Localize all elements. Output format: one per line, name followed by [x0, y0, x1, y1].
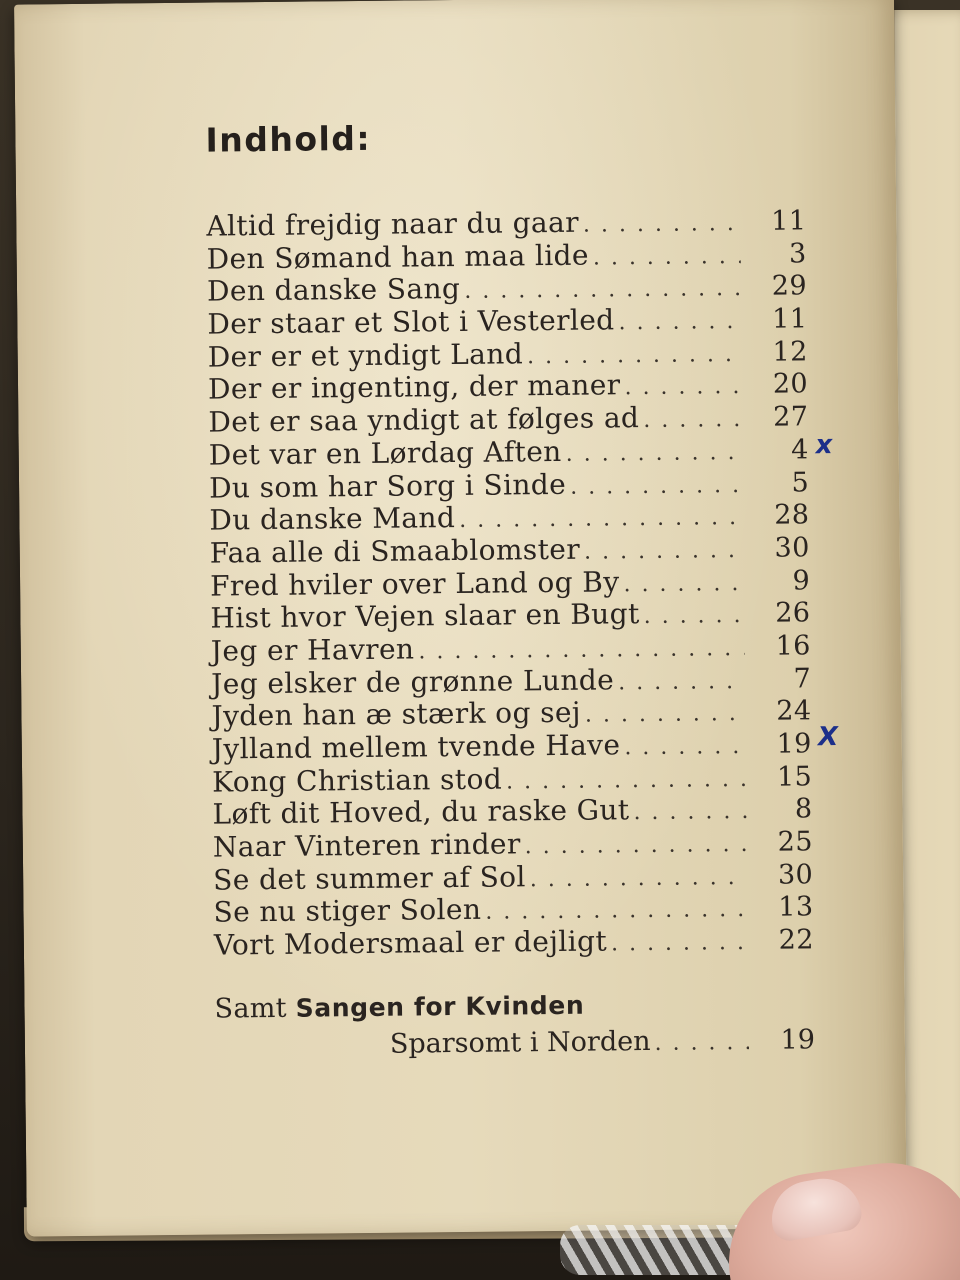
entry-page: 5	[791, 466, 810, 498]
entry-title: Det var en Lørdag Aften	[208, 434, 562, 472]
toc-entry	[208, 429, 836, 472]
entry-page: 29	[771, 270, 808, 303]
entry-title: Der staar et Slot i Vesterled	[207, 303, 615, 341]
entry-page: 28	[774, 499, 810, 531]
entry-page: 24	[776, 695, 812, 727]
entry-page: 13	[778, 891, 814, 924]
extra-entry-title: Sparsomt i Norden	[389, 1025, 651, 1060]
entry-page: 16	[775, 630, 811, 662]
entry-page: 3	[788, 238, 807, 270]
dot-leader	[643, 407, 742, 433]
extra-entry-page: 19	[780, 1024, 816, 1056]
extra-prefix: Samt	[214, 992, 287, 1025]
dot-leader	[618, 309, 741, 335]
dot-leader	[624, 374, 742, 400]
entry-title: Se det summer af Sol	[213, 860, 526, 897]
entry-page: 11	[770, 205, 807, 237]
entry-page: 30	[777, 859, 814, 891]
dot-leader	[624, 734, 746, 760]
entry-page: 22	[778, 924, 815, 956]
dot-leader	[459, 505, 743, 533]
entry-page: 20	[772, 368, 809, 401]
entry-page: 15	[776, 760, 813, 793]
toc-entry	[211, 721, 841, 766]
entry-page: 27	[773, 401, 809, 433]
pen-x-mark: x	[813, 429, 836, 461]
dot-leader	[585, 701, 746, 728]
entry-page: 26	[775, 597, 811, 629]
entry-title: Faa alle di Smaablomster	[209, 532, 581, 570]
extra-entry	[215, 1024, 815, 1061]
table-of-contents	[205, 114, 841, 1061]
entry-title: Fred hviler over Land og By	[209, 564, 620, 603]
entry-title: Jeg er Havren	[210, 632, 415, 668]
dot-leader	[618, 669, 745, 695]
entry-title: Det er saa yndigt at følges ad	[208, 401, 640, 439]
entry-page: 30	[774, 532, 810, 564]
dot-leader	[418, 636, 745, 664]
toc-entry	[214, 922, 814, 961]
entry-title: Løft dit Hoved, du raske Gut	[212, 793, 630, 831]
dot-leader	[644, 603, 745, 629]
entry-page: 25	[777, 826, 813, 858]
pen-x-mark: X	[814, 721, 841, 753]
toc-list	[206, 203, 841, 962]
extra-bold-title: Sangen for Kvinden	[295, 990, 585, 1023]
entry-page: 9	[792, 564, 811, 597]
entry-title: Vort Modersmaal er dejligt	[213, 924, 608, 962]
dot-leader	[570, 472, 743, 499]
entry-title: Den Sømand han maa lide	[206, 238, 590, 276]
entry-title: Jeg elsker de grønne Lunde	[210, 662, 615, 701]
booklet-page	[14, 0, 907, 1237]
toc-heading: Indhold:	[205, 118, 372, 160]
entry-title: Du som har Sorg i Sinde	[208, 467, 567, 505]
entry-page: 8	[794, 793, 813, 825]
dot-leader	[611, 930, 748, 956]
dot-leader	[464, 276, 741, 304]
entry-title: Den danske Sang	[206, 272, 461, 308]
entry-page: 12	[772, 336, 808, 368]
entry-title: Der er et yndigt Land	[207, 337, 524, 374]
entry-title: Altid frejdig naar du gaar	[206, 205, 580, 243]
entry-title: Hist hvor Vejen slaar en Bugt	[210, 597, 640, 635]
entry-page: 7	[793, 662, 812, 695]
extra-heading	[214, 987, 814, 1024]
entry-title: Jyden han æ stærk og sej	[211, 696, 582, 733]
dot-leader	[583, 211, 741, 238]
extra-song-section	[214, 987, 815, 1061]
entry-title: Der er ingenting, der maner	[207, 368, 621, 407]
entry-title: Se nu stiger Solen	[213, 893, 482, 930]
entry-title: Kong Christian stod	[212, 762, 503, 799]
dot-leader	[530, 865, 748, 892]
entry-title: Naar Vinteren rinder	[212, 827, 521, 864]
entry-page: 4	[790, 434, 809, 466]
entry-title: Jylland mellem tvende Have	[211, 728, 621, 766]
dot-leader	[633, 799, 746, 825]
dot-leader	[593, 244, 741, 271]
dot-leader	[623, 571, 744, 597]
entry-page: 11	[772, 303, 808, 335]
dot-leader	[527, 342, 742, 369]
dot-leader	[654, 1030, 749, 1056]
dot-leader	[506, 767, 746, 795]
dot-leader	[566, 440, 743, 467]
entry-page: 19	[776, 728, 812, 760]
dot-leader	[525, 832, 747, 859]
entry-title: Du danske Mand	[209, 501, 456, 537]
dot-leader	[584, 538, 744, 565]
dot-leader	[485, 897, 747, 925]
